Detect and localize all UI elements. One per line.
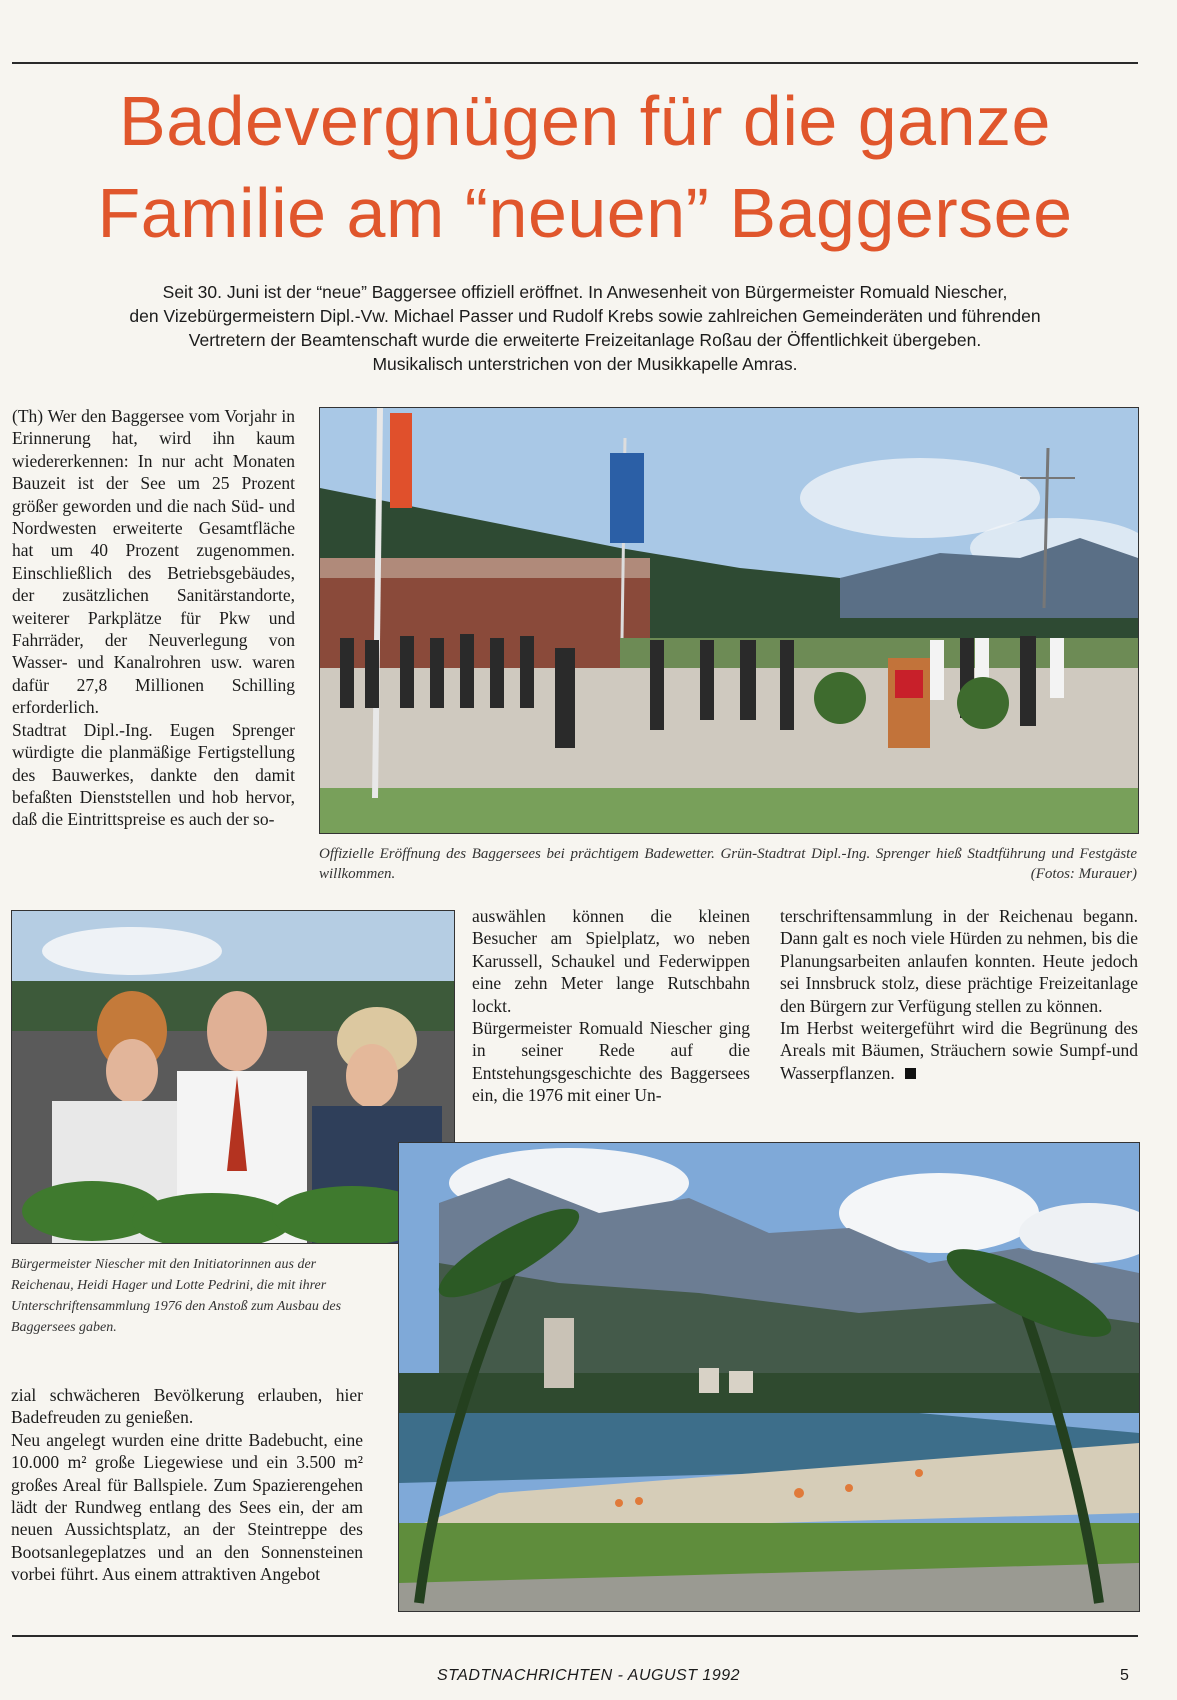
col1-paragraph-2: Stadtrat Dipl.-Ing. Eugen Sprenger würdigte die planmäßige Fertigstellung des Bauwerkes, dankte den damit befaßten Dienststellen und hob hervor, daß die Eintrittspreise es auch der so- [12,719,295,830]
body-column-2 [472,905,750,1107]
headline-line-2: Familie am “neuen” Baggersee [97,174,1073,252]
lead-line-4: Musikalisch unterstrichen von der Musikkapelle Amras. [372,354,798,374]
col1-cont-paragraph-1: zial schwächeren Bevölkerung erlauben, hier Badefreuden zu genießen. [11,1385,363,1428]
col3-paragraph-2-text: Im Herbst weitergeführt wird die Begrünung des Areals mit Bäumen, Sträuchern sowie Sumpf-und Wasserpflanzen. [780,1018,1138,1083]
lead-line-2: den Vizebürgermeistern Dipl.-Vw. Michael Passer und Rudolf Krebs sowie zahlreichen Gemeinderäten und führenden [129,306,1041,326]
col2-paragraph-1: auswählen können die kleinen Besucher am Spielplatz, wo neben Karussell, Schaukel und Federwippen eine zehn Meter lange Rutschbahn lockt. [472,906,750,1016]
col3-paragraph-1: terschriftensammlung in der Reichenau begann. Dann galt es noch viele Hürden zu nehmen, bis die Planungsarbeiten anlaufen konnten. Heute jedoch sei Innsbruck stolz, diese prächtige Freizeitanlage den Bürgern zur Verfügung stellen zu können. [780,906,1138,1016]
article-headline [40,75,1130,259]
col3-paragraph-2 [780,1017,1138,1084]
end-of-article-mark [905,1068,916,1079]
col1-cont-paragraph-2: Neu angelegt wurden eine dritte Badebucht, eine 10.000 m² große Liegewiese und ein 3.500 m² großes Areal für Ballspiele. Zum Spazierengehen lädt der Rundweg entlang des Sees ein, der am neuen Aussichtsplatz, an der Steintreppe des Bootsanlegeplatzes und an den Sonnensteinen vorbei führt. Aus einem attraktiven Angebot [11,1429,363,1585]
page-number: 5 [1120,1667,1129,1684]
lead-line-3: Vertretern der Beamtenschaft wurde die erweiterte Freizeitanlage Roßau der Öffentlichkeit übergeben. [188,330,982,350]
headline-line-1: Badevergnügen für die ganze [119,82,1051,160]
footer-publication: STADTNACHRICHTEN - AUGUST 1992 [436,1667,741,1684]
opening-ceremony-photo [319,407,1139,834]
initiators-photo [11,910,455,1244]
top-rule [12,62,1138,64]
article-lead [80,280,1090,376]
body-column-1-continued [11,1384,363,1586]
col1-paragraph-1: (Th) Wer den Baggersee vom Vorjahr in Erinnerung hat, wird ihn kaum wiedererkennen: In nur acht Monaten Bauzeit ist der See um 25 Prozent größer geworden und die nach Süd- und Nordwesten erweiterte Gesamtfläche hat um 40 Prozent zugenommen. Einschließlich des Betriebsgebäudes, der zusätzlichen Sanitärstandorte, weiterer Parkplätze für Pkw und Fahrräder, der Neuverlegung von Wasser- und Kanalrohren usw. waren dafür 27,8 Millionen Schilling erforderlich. [12,406,295,718]
initiators-photo-caption: Bürgermeister Niescher mit den Initiatorinnen aus der Reichenau, Heidi Hager und Lotte Pedrini, die mit ihrer Unterschriftensammlung 1976 den Anstoß zum Ausbau des Baggersees gaben. [11,1257,342,1335]
photo-credit: (Fotos: Murauer) [1030,866,1137,882]
bottom-rule [12,1635,1138,1637]
lead-line-1: Seit 30. Juni ist der “neue” Baggersee offiziell eröffnet. In Anwesenheit von Bürgermeister Romuald Niescher, [162,282,1008,302]
baggersee-lake-photo [398,1142,1140,1612]
opening-photo-caption [319,844,1137,884]
col2-paragraph-2: Bürgermeister Romuald Niescher ging in seiner Rede auf die Entstehungsgeschichte des Baggersees ein, die 1976 mit einer Un- [472,1018,750,1106]
body-column-3 [780,905,1138,1084]
opening-caption-text: Offizielle Eröffnung des Baggersees bei prächtigem Badewetter. Grün-Stadtrat Dipl.-Ing. Sprenger hieß Stadtführung und Festgäste willkommen. [319,846,1137,882]
body-column-1 [12,405,295,831]
